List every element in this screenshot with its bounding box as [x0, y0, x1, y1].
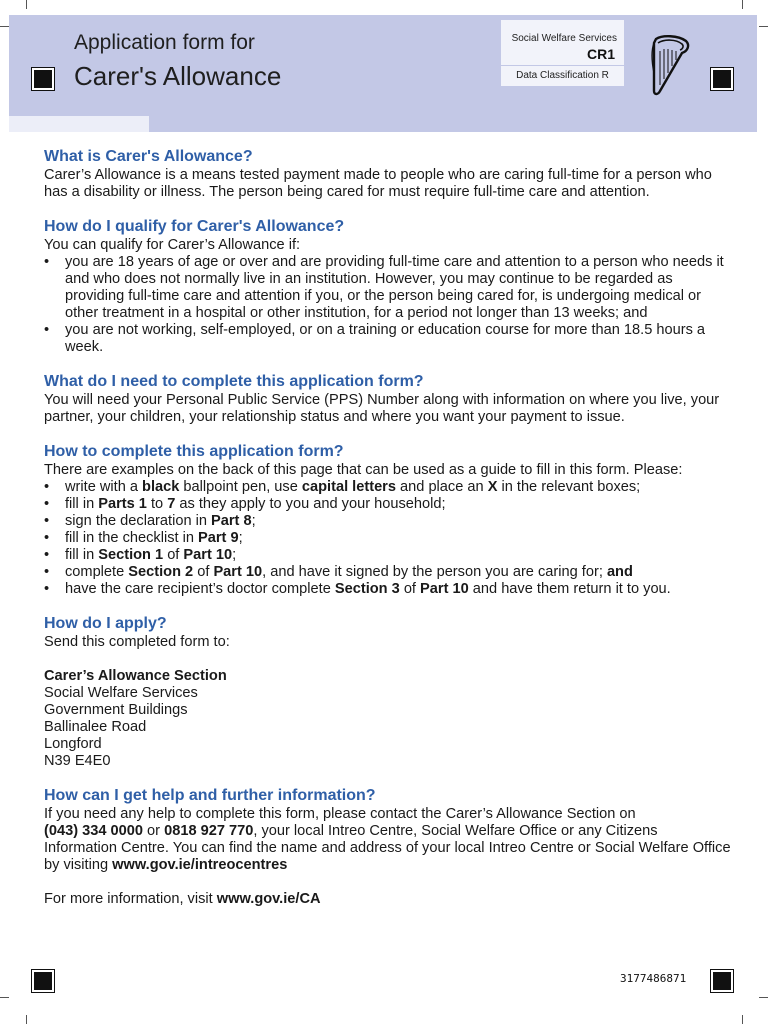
list-item: • complete Section 2 of Part 10, and have it signed by the person you are caring for; and: [44, 564, 734, 581]
address-line: Ballinalee Road: [44, 719, 147, 735]
form-title-prefix: Application form for: [74, 31, 255, 54]
list-item: • fill in Section 1 of Part 10;: [44, 547, 734, 564]
list-item: • you are 18 years of age or over and are providing full-time care and attention to a person who needs it and who does not normally live in an institution. However, you may continue to be regarded as providing full-time care and attention if you, or the person being cared for, is undergoing medical or other treatment in a hospital or other institution, for a period not longer than 13 weeks; and: [44, 254, 734, 322]
phone-number: (043) 334 0000: [44, 823, 143, 839]
phone-number: 0818 927 770: [164, 823, 254, 839]
more-info: For more information, visit www.gov.ie/CA: [44, 891, 321, 907]
intreo-link[interactable]: www.gov.ie/intreocentres: [112, 857, 288, 873]
instructions-list: [44, 479, 734, 598]
section-body: Carer’s Allowance is a means tested payment made to people who are caring full-time for a person who has a disability or illness. The person being cared for must require full-time care and attention.: [44, 167, 712, 200]
section-need: [44, 372, 734, 426]
qualify-list: [44, 254, 734, 356]
crop-mark: [742, 1015, 743, 1024]
registration-mark-icon: [32, 68, 54, 90]
crop-mark: [26, 1015, 27, 1024]
section-heading: What is Carer's Allowance?: [44, 148, 253, 165]
crop-mark: [26, 0, 27, 9]
harp-icon: [648, 33, 692, 97]
address-line: Longford: [44, 736, 102, 752]
section-heading: How can I get help and further information?: [44, 787, 376, 804]
crop-mark: [759, 997, 768, 998]
header-strip: [149, 116, 757, 132]
section-complete: [44, 442, 734, 598]
gov-link[interactable]: www.gov.ie/CA: [216, 891, 321, 907]
section-apply: [44, 614, 734, 770]
section-help: [44, 786, 734, 908]
address-line: Social Welfare Services: [44, 685, 198, 701]
section-intro: There are examples on the back of this page that can be used as a guide to fill in this form. Please:: [44, 462, 683, 478]
list-item: • you are not working, self-employed, or on a training or education course for more than 18.5 hours a week.: [44, 322, 734, 356]
section-qualify: [44, 217, 734, 356]
section-intro: Send this completed form to:: [44, 634, 230, 650]
postal-address: [44, 668, 734, 770]
registration-mark-icon: [711, 68, 733, 90]
list-item: • have the care recipient’s doctor complete Section 3 of Part 10 and have them return it to you.: [44, 581, 734, 598]
form-code: CR1: [586, 46, 615, 62]
info-bottom-panel: [501, 66, 624, 86]
help-body: If you need any help to complete this form, please contact the Carer’s Allowance Section on (043) 334 0000 or 0818 927 770, your local Intreo Centre, Social Welfare Office or any Citizens Information Centre. You can find the name and address of your local Intreo Centre or Social Welfare Office by visiting www.gov.ie/intreocentres: [44, 806, 731, 873]
crop-mark: [742, 0, 743, 9]
section-heading: What do I need to complete this application form?: [44, 373, 424, 390]
section-body: You will need your Personal Public Service (PPS) Number along with information on where you live, your partner, your children, your relationship status and where you want your payment to issue.: [44, 392, 720, 425]
section-heading: How to complete this application form?: [44, 443, 344, 460]
list-item: • sign the declaration in Part 8;: [44, 513, 734, 530]
document-barcode-number: 3177486871: [620, 972, 687, 985]
address-line: N39 E4E0: [44, 753, 111, 769]
form-title: Carer's Allowance: [74, 61, 282, 91]
department-name: Social Welfare Services: [511, 33, 617, 44]
address-line: Government Buildings: [44, 702, 188, 718]
list-item: • fill in the checklist in Part 9;: [44, 530, 734, 547]
registration-mark-icon: [711, 970, 733, 992]
list-item: • fill in Parts 1 to 7 as they apply to you and your household;: [44, 496, 734, 513]
crop-mark: [0, 26, 9, 27]
crop-mark: [759, 26, 768, 27]
address-line: Carer’s Allowance Section: [44, 668, 227, 684]
header-strip-light: [9, 116, 149, 132]
section-what-is: [44, 147, 734, 201]
info-top-panel: [501, 20, 624, 65]
form-intro-content: [44, 147, 734, 924]
form-info-box: [501, 20, 624, 86]
section-intro: You can qualify for Carer’s Allowance if:: [44, 237, 301, 253]
registration-mark-icon: [32, 970, 54, 992]
crop-mark: [0, 997, 9, 998]
section-heading: How do I apply?: [44, 615, 167, 632]
list-item: • write with a black ballpoint pen, use capital letters and place an X in the relevant boxes;: [44, 479, 734, 496]
section-heading: How do I qualify for Carer's Allowance?: [44, 218, 345, 235]
data-classification: Data Classification R: [516, 70, 609, 81]
